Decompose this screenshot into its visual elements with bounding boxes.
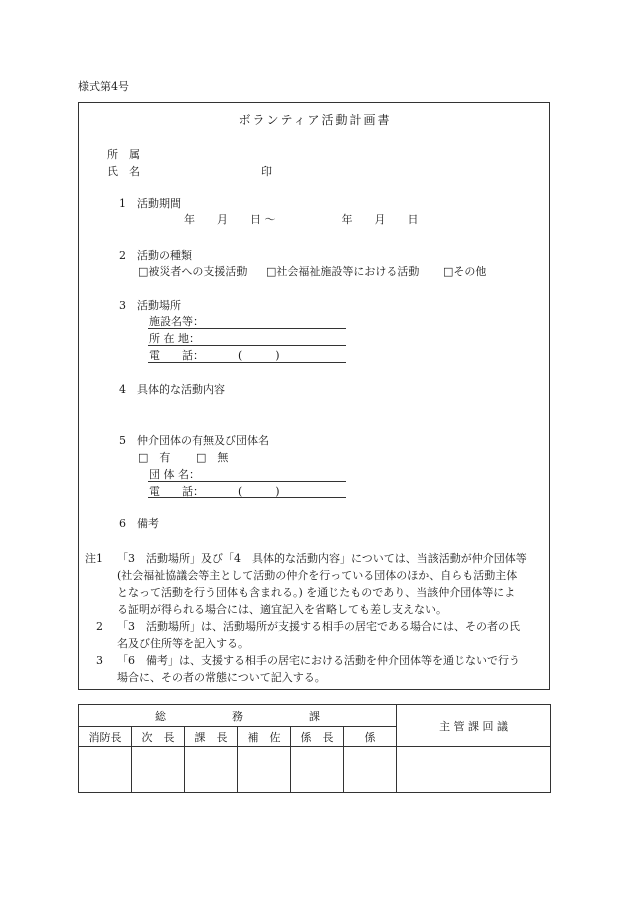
period-label: 1 活動期間 [119, 197, 181, 210]
facility-label: 施設名等： [149, 315, 204, 328]
note-2-marker: 2 [96, 620, 103, 633]
form-title: ボランティア活動計画書 [238, 113, 392, 127]
approval-column-header: 係 [344, 727, 397, 747]
approval-column-header: 消防長 [79, 727, 132, 747]
dept-header: 総 務 課 [79, 705, 397, 727]
group-phone-field[interactable] [148, 497, 346, 498]
place-phone-label: 電 話： [149, 349, 204, 362]
approval-seal-cell[interactable] [79, 747, 132, 793]
period-line: 年 月 日 ～ 年 月 日 [184, 213, 419, 226]
note-1-line: る証明が得られる場合には、適宜記入を省略しても差し支えない。 [117, 603, 447, 616]
name-label: 氏 名 [107, 165, 140, 178]
content-label: 4 具体的な活動内容 [119, 383, 225, 396]
approval-seal-cell[interactable] [238, 747, 291, 793]
type-option-welfare-checkbox[interactable]: □社会福祉施設等における活動 [266, 265, 420, 278]
address-field[interactable] [148, 345, 346, 346]
approval-seal-cell[interactable] [344, 747, 397, 793]
intermediary-yes-checkbox[interactable]: □ 有 [138, 451, 171, 464]
approval-seal-cell[interactable] [185, 747, 238, 793]
note-3-marker: 3 [96, 654, 103, 667]
place-label: 3 活動場所 [119, 299, 181, 312]
review-header: 主 管 課 回 議 [397, 705, 551, 747]
intermediary-no-checkbox[interactable]: □ 無 [196, 451, 229, 464]
review-seal-cell[interactable] [397, 747, 551, 793]
note-2-line: 「3 活動場所」は、活動場所が支援する相手の居宅である場合には、その者の氏 [117, 620, 520, 633]
note-1-line: (社会福祉協議会等主として活動の仲介を行っている団体のほか、自らも活動主体 [117, 569, 518, 582]
note-3-line: 場合に、その者の常態について記入する。 [117, 671, 326, 684]
note-1-marker: 注1 [85, 552, 103, 565]
intermediary-label: 5 仲介団体の有無及び団体名 [119, 434, 269, 447]
group-name-field[interactable] [148, 481, 346, 482]
approval-seal-cell[interactable] [132, 747, 185, 793]
note-1-line: となって活動を行う団体も含まれる。) を通じたものであり、当該仲介団体等によ [117, 586, 516, 599]
group-phone-paren: ( ) [238, 485, 280, 498]
note-2-line: 名及び住所等を記入する。 [117, 637, 249, 650]
place-phone-field[interactable] [148, 362, 346, 363]
approval-column-header: 次 長 [132, 727, 185, 747]
group-phone-label: 電 話： [149, 485, 204, 498]
type-option-other-checkbox[interactable]: □その他 [443, 265, 487, 278]
place-phone-paren: ( ) [238, 349, 280, 362]
affiliation-label: 所 属 [107, 148, 140, 161]
address-label: 所 在 地： [149, 332, 200, 345]
form-number: 様式第4号 [78, 80, 129, 93]
group-name-label: 団 体 名： [149, 468, 200, 481]
approval-table [78, 704, 551, 793]
note-1-line: 「3 活動場所」及び「4 具体的な活動内容」については、当該活動が仲介団体等 [117, 552, 527, 565]
seal-label: 印 [261, 165, 272, 178]
approval-column-header: 補 佐 [238, 727, 291, 747]
approval-seal-cell[interactable] [291, 747, 344, 793]
type-option-disaster-checkbox[interactable]: □被災者への支援活動 [138, 265, 248, 278]
remarks-label: 6 備考 [119, 517, 159, 530]
approval-column-header: 係 長 [291, 727, 344, 747]
facility-field[interactable] [148, 328, 346, 329]
type-label: 2 活動の種類 [119, 249, 192, 262]
approval-column-header: 課 長 [185, 727, 238, 747]
note-3-line: 「6 備考」は、支援する相手の居宅における活動を仲介団体等を通じないで行う [117, 654, 520, 667]
